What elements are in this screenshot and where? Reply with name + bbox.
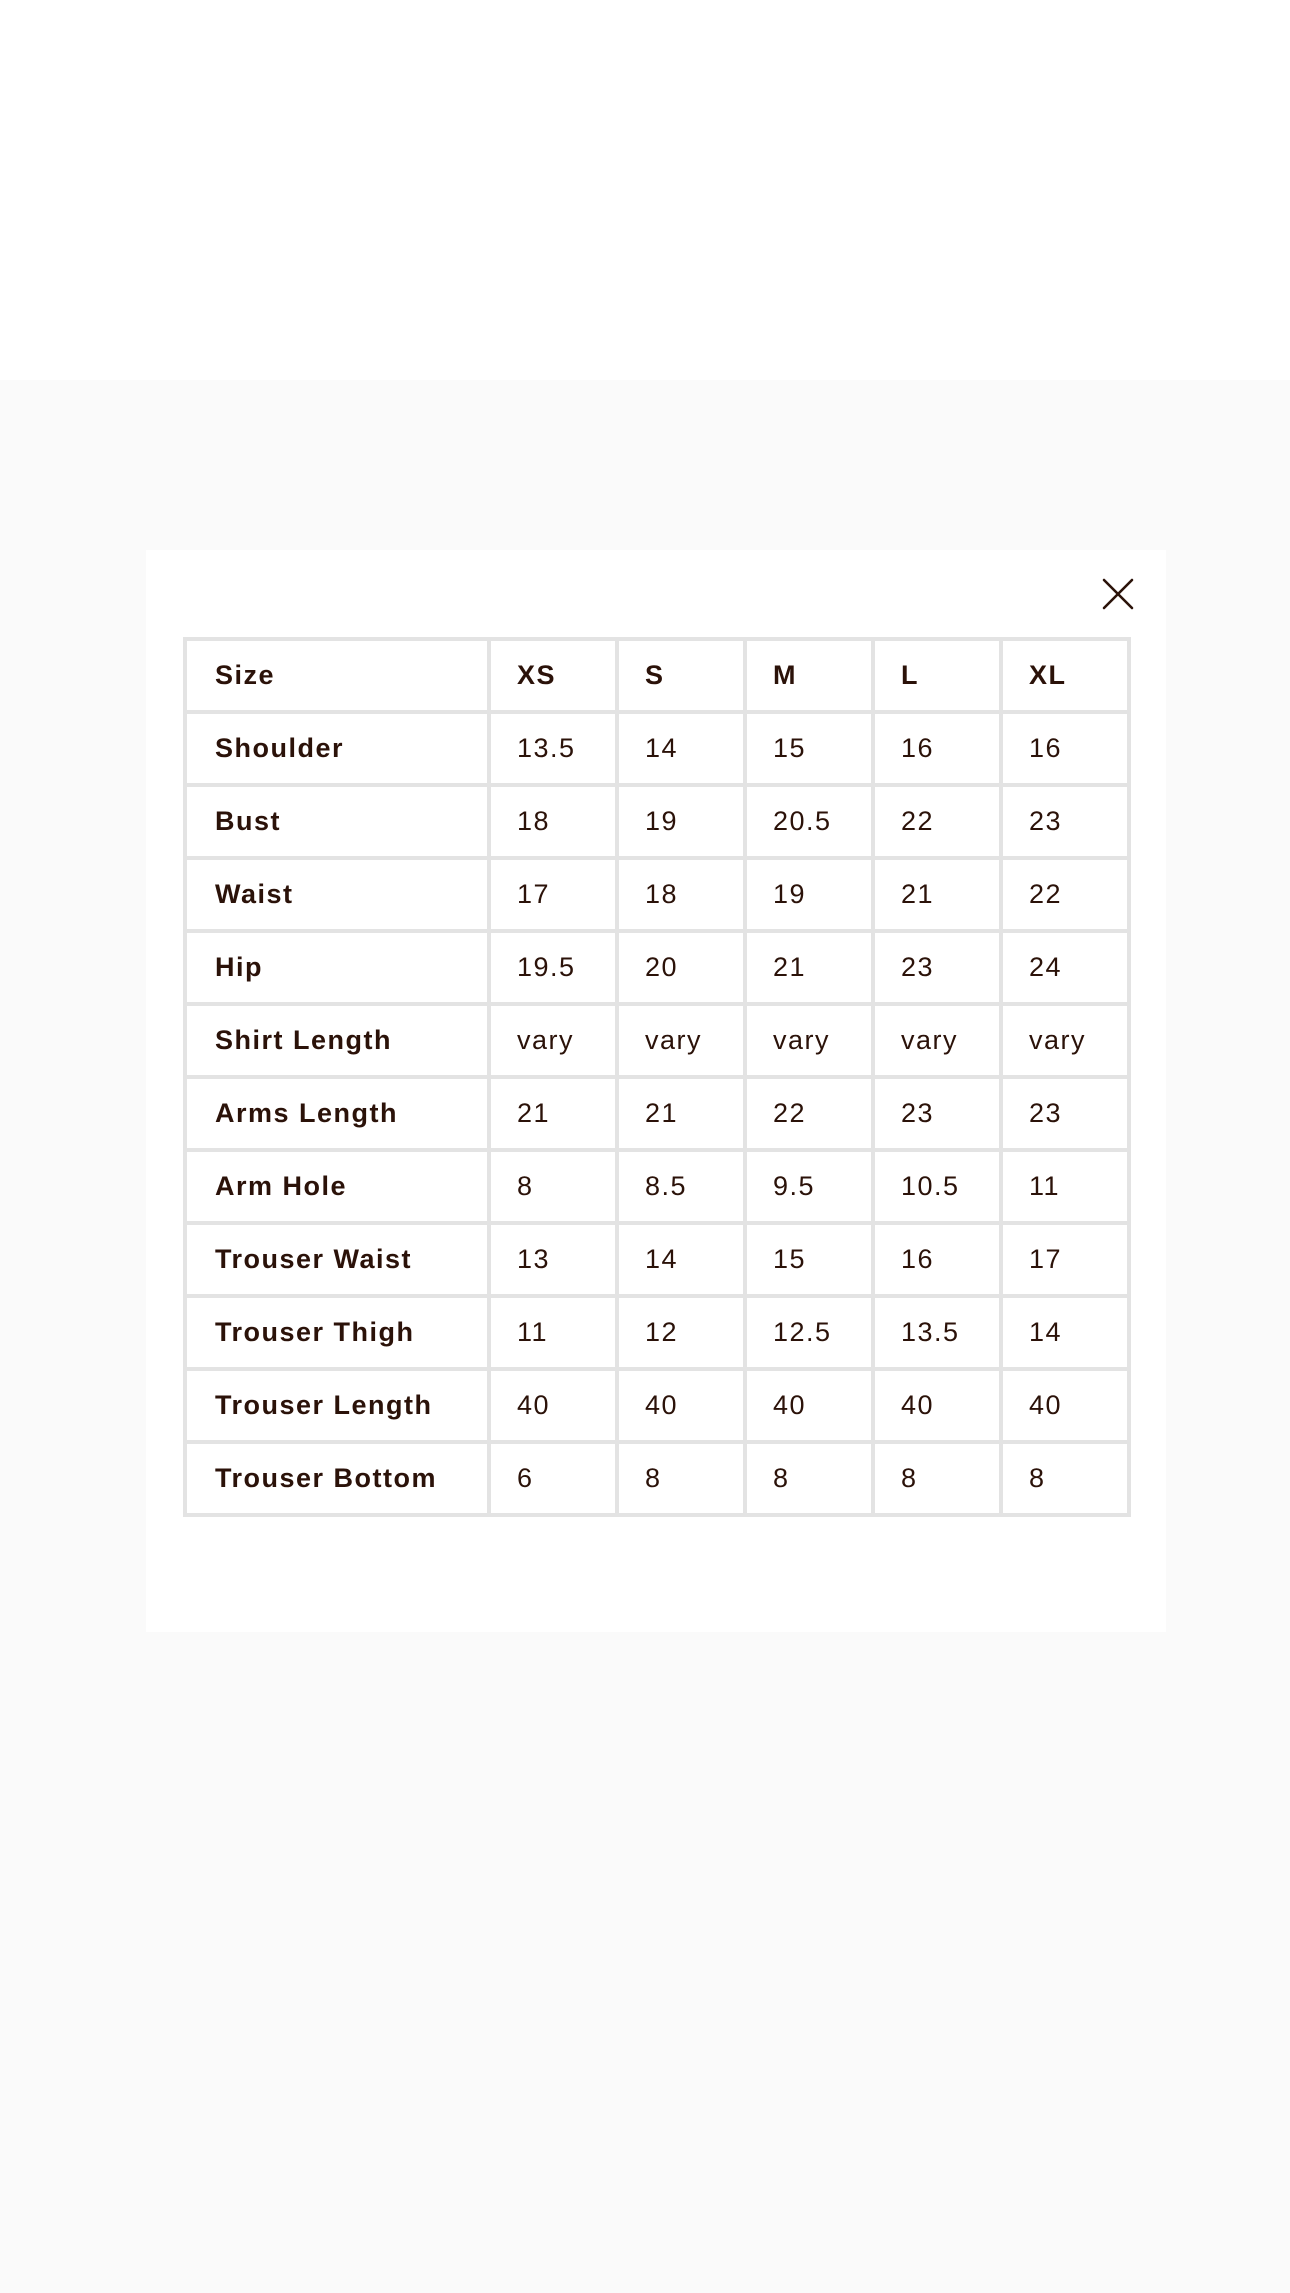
table-cell: 17 bbox=[489, 858, 617, 931]
table-cell: 13 bbox=[489, 1223, 617, 1296]
table-cell: 21 bbox=[489, 1077, 617, 1150]
table-row bbox=[185, 1223, 1129, 1296]
table-row bbox=[185, 1004, 1129, 1077]
header-cell-m: M bbox=[745, 639, 873, 712]
table-row bbox=[185, 931, 1129, 1004]
table-cell: 19.5 bbox=[489, 931, 617, 1004]
table-cell: 13.5 bbox=[489, 712, 617, 785]
table-cell: 17 bbox=[1001, 1223, 1129, 1296]
size-chart-modal bbox=[146, 550, 1166, 1632]
row-label: Trouser Waist bbox=[185, 1223, 489, 1296]
table-cell: 22 bbox=[1001, 858, 1129, 931]
table-cell: 16 bbox=[1001, 712, 1129, 785]
table-row bbox=[185, 785, 1129, 858]
table-cell: 22 bbox=[873, 785, 1001, 858]
close-button[interactable] bbox=[1100, 576, 1136, 612]
table-cell: 23 bbox=[873, 1077, 1001, 1150]
table-cell: 14 bbox=[617, 1223, 745, 1296]
table-cell: 21 bbox=[745, 931, 873, 1004]
table-row bbox=[185, 858, 1129, 931]
table-cell: 19 bbox=[617, 785, 745, 858]
row-label: Trouser Bottom bbox=[185, 1442, 489, 1515]
close-icon bbox=[1100, 576, 1136, 612]
table-row bbox=[185, 1442, 1129, 1515]
table-cell: 16 bbox=[873, 712, 1001, 785]
table-cell: 40 bbox=[617, 1369, 745, 1442]
row-label: Waist bbox=[185, 858, 489, 931]
table-row bbox=[185, 1150, 1129, 1223]
header-cell-xs: XS bbox=[489, 639, 617, 712]
row-label: Hip bbox=[185, 931, 489, 1004]
table-cell: 11 bbox=[1001, 1150, 1129, 1223]
row-label: Shoulder bbox=[185, 712, 489, 785]
table-cell: 6 bbox=[489, 1442, 617, 1515]
table-cell: 10.5 bbox=[873, 1150, 1001, 1223]
table-cell: 11 bbox=[489, 1296, 617, 1369]
header-cell-l: L bbox=[873, 639, 1001, 712]
table-cell: 18 bbox=[617, 858, 745, 931]
table-cell: 23 bbox=[1001, 1077, 1129, 1150]
table-row bbox=[185, 1369, 1129, 1442]
top-background bbox=[0, 0, 1290, 380]
table-cell: 14 bbox=[1001, 1296, 1129, 1369]
row-label: Shirt Length bbox=[185, 1004, 489, 1077]
header-cell-s: S bbox=[617, 639, 745, 712]
table-cell: vary bbox=[617, 1004, 745, 1077]
table-cell: 15 bbox=[745, 712, 873, 785]
row-label: Trouser Thigh bbox=[185, 1296, 489, 1369]
table-cell: 40 bbox=[1001, 1369, 1129, 1442]
row-label: Arm Hole bbox=[185, 1150, 489, 1223]
table-cell: 12 bbox=[617, 1296, 745, 1369]
row-label: Trouser Length bbox=[185, 1369, 489, 1442]
table-cell: 8 bbox=[489, 1150, 617, 1223]
table-cell: 20.5 bbox=[745, 785, 873, 858]
table-cell: 21 bbox=[873, 858, 1001, 931]
table-cell: vary bbox=[873, 1004, 1001, 1077]
table-cell: vary bbox=[489, 1004, 617, 1077]
table-cell: 8 bbox=[873, 1442, 1001, 1515]
table-cell: 21 bbox=[617, 1077, 745, 1150]
table-cell: 8.5 bbox=[617, 1150, 745, 1223]
size-chart-table bbox=[183, 637, 1131, 1517]
table-cell: 40 bbox=[873, 1369, 1001, 1442]
table-cell: 13.5 bbox=[873, 1296, 1001, 1369]
table-row bbox=[185, 1077, 1129, 1150]
table-cell: 19 bbox=[745, 858, 873, 931]
table-cell: 40 bbox=[745, 1369, 873, 1442]
header-cell-xl: XL bbox=[1001, 639, 1129, 712]
header-cell-size: Size bbox=[185, 639, 489, 712]
table-cell: 15 bbox=[745, 1223, 873, 1296]
table-header-row bbox=[185, 639, 1129, 712]
table-cell: 18 bbox=[489, 785, 617, 858]
table-cell: 12.5 bbox=[745, 1296, 873, 1369]
table-cell: 8 bbox=[745, 1442, 873, 1515]
table-cell: 40 bbox=[489, 1369, 617, 1442]
row-label: Bust bbox=[185, 785, 489, 858]
table-row bbox=[185, 712, 1129, 785]
row-label: Arms Length bbox=[185, 1077, 489, 1150]
table-cell: 20 bbox=[617, 931, 745, 1004]
table-cell: 14 bbox=[617, 712, 745, 785]
table-cell: 23 bbox=[873, 931, 1001, 1004]
table-cell: 24 bbox=[1001, 931, 1129, 1004]
table-cell: 8 bbox=[1001, 1442, 1129, 1515]
table-cell: 23 bbox=[1001, 785, 1129, 858]
table-cell: 22 bbox=[745, 1077, 873, 1150]
table-cell: vary bbox=[745, 1004, 873, 1077]
table-cell: 8 bbox=[617, 1442, 745, 1515]
table-row bbox=[185, 1296, 1129, 1369]
table-cell: 16 bbox=[873, 1223, 1001, 1296]
table-cell: vary bbox=[1001, 1004, 1129, 1077]
table-cell: 9.5 bbox=[745, 1150, 873, 1223]
